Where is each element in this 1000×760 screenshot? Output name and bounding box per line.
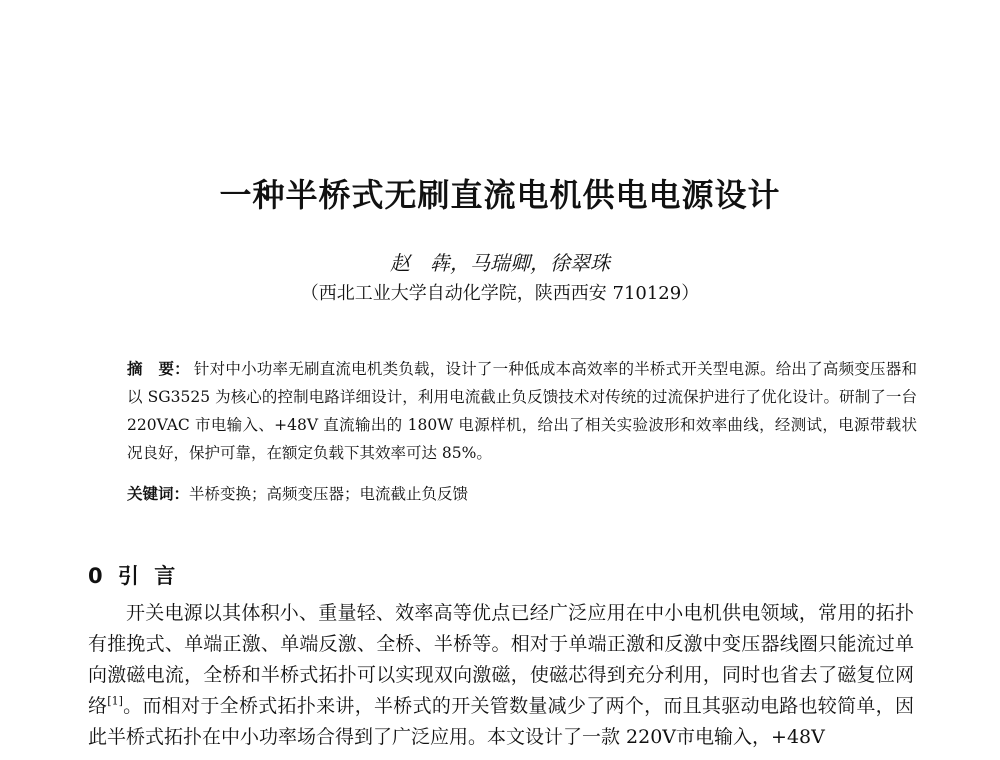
abstract-text: 针对中小功率无刷直流电机类负载，设计了一种低成本高效率的半桥式开关型电源。给出了高频变压器和以 SG3525 为核心的控制电路详细设计，利用电流截止负反馈技术对传统的过流保护进行了优化设计。研制了一台 220VAC 市电输入、+48V 直流输出的 180W 电源样机，给出了相关实验波形和效率曲线，经测试，电源带载状况良好，保护可靠，在额定负载下其效率可达 85%。: [127, 360, 917, 462]
paper-title: 一种半桥式无刷直流电机供电电源设计: [219, 176, 781, 214]
author-list: 赵 犇，马瑞卿，徐翠珠: [390, 251, 610, 275]
affiliation: （西北工业大学自动化学院，陕西西安 710129）: [300, 283, 700, 304]
keywords-label: 关键词：: [127, 485, 190, 503]
keywords: [127, 480, 917, 508]
abstract: [127, 355, 917, 467]
section-heading-introduction: 0 引 言: [88, 564, 180, 588]
introduction-text-part2: 。而相对于全桥式拓扑来讲，半桥式的开关管数量减少了两个，而且其驱动电路也较简单，因此半桥式拓扑在中小功率场合得到了广泛应用。本文设计了一款 220V市电输入，+48V: [88, 695, 914, 748]
citation-reference[interactable]: [1]: [107, 694, 123, 708]
introduction-text-part1: 开关电源以其体积小、重量轻、效率高等优点已经广泛应用在中小电机供电领域，常用的拓扑有推挽式、单端正激、单端反激、全桥、半桥等。相对于单端正激和反激中变压器线圈只能流过单向激磁电流，全桥和半桥式拓扑可以实现双向激磁，使磁芯得到充分利用，同时也省去了磁复位网络: [88, 602, 914, 717]
introduction-paragraph: [88, 598, 914, 753]
keywords-text: 半桥变换；高频变压器；电流截止负反馈: [189, 485, 469, 503]
abstract-label: 摘 要：: [127, 360, 190, 378]
